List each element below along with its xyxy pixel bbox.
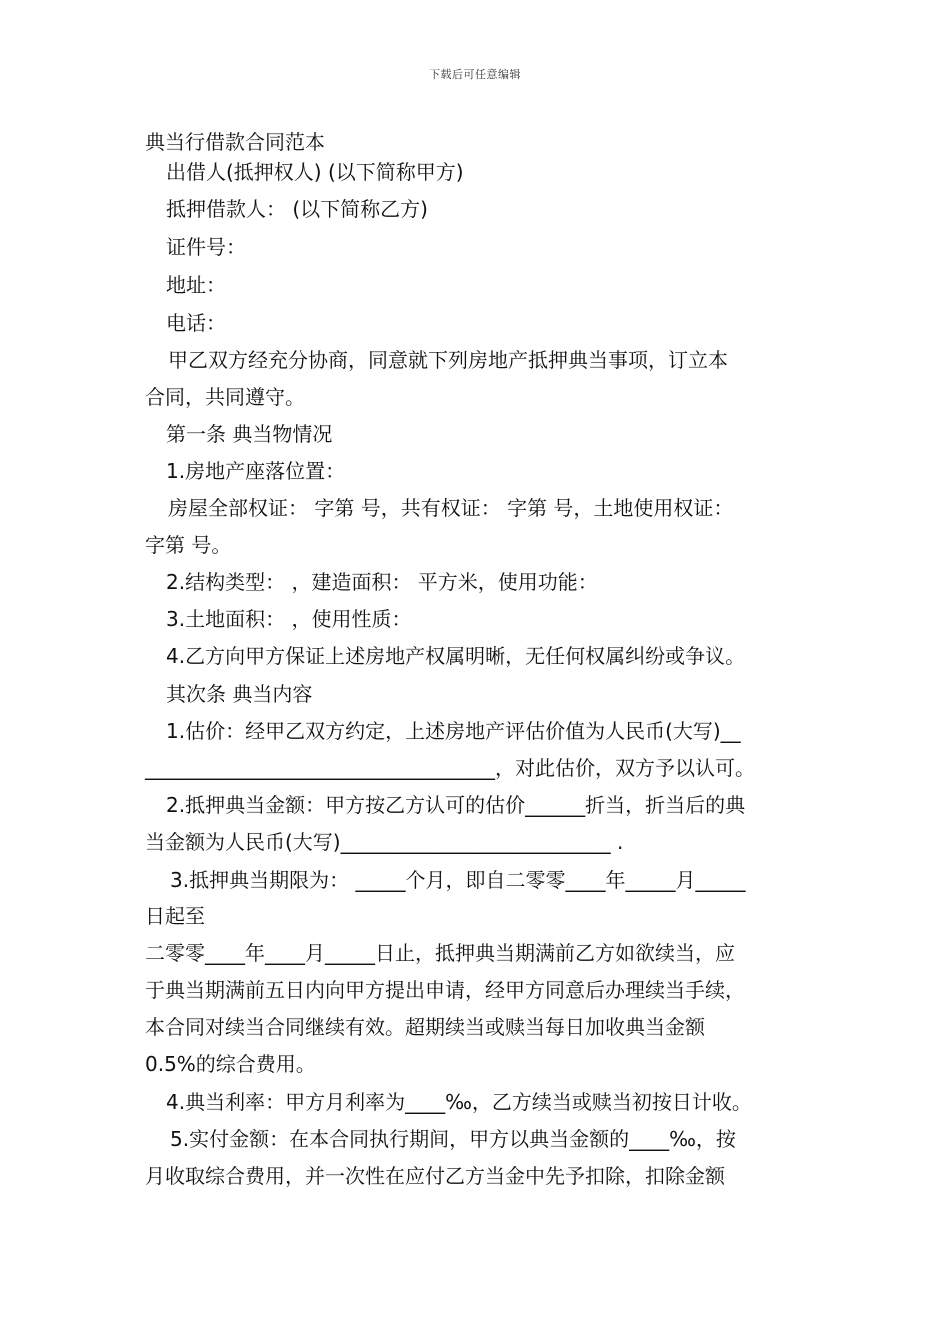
paragraph-line: 2.结构类型： ，建造面积： 平方米，使用功能：	[166, 570, 598, 594]
paragraph-line: 5.实付金额：在本合同执行期间，甲方以典当金额的____‰，按	[170, 1127, 736, 1151]
paragraph-line: ___________________________________，对此估价，双方予以认可。	[145, 756, 755, 780]
paragraph-line: 月收取综合费用，并一次性在应付乙方当金中先予扣除，扣除金额	[145, 1164, 725, 1188]
section-heading: 第一条 典当物情况	[166, 422, 333, 446]
paragraph-line: 1.房地产座落位置：	[166, 459, 346, 483]
paragraph-line: 4.典当利率：甲方月利率为____‰，乙方续当或赎当初按日计收。	[166, 1090, 752, 1114]
paragraph-line: 3.土地面积： ，使用性质：	[166, 607, 412, 631]
paragraph-line: 出借人(抵押权人) (以下简称甲方)	[166, 160, 464, 184]
paragraph-line: 日起至	[145, 904, 205, 928]
paragraph-line: 甲乙双方经充分协商，同意就下列房地产抵押典当事项，订立本	[168, 348, 728, 372]
section-heading: 其次条 典当内容	[166, 682, 313, 706]
paragraph-line: 字第 号。	[145, 533, 232, 557]
paragraph-line: 本合同对续当合同继续有效。超期续当或赎当每日加收典当金额	[145, 1015, 705, 1039]
document-title: 典当行借款合同范本	[145, 130, 325, 154]
paragraph-line: 1.估价：经甲乙双方约定，上述房地产评估价值为人民币(大写)__	[166, 719, 741, 743]
paragraph-line: 抵押借款人： (以下简称乙方)	[166, 197, 428, 221]
paragraph-line: 合同，共同遵守。	[145, 385, 305, 409]
paragraph-line: 房屋全部权证： 字第 号，共有权证： 字第 号，土地使用权证：	[168, 496, 734, 520]
paragraph-line: 证件号：	[166, 235, 246, 259]
paragraph-line: 电话：	[166, 311, 226, 335]
paragraph-line: 2.抵押典当金额：甲方按乙方认可的估价______折当，折当后的典	[166, 793, 746, 817]
page-header-note: 下载后可任意编辑	[429, 68, 521, 81]
paragraph-line: 当金额为人民币(大写)___________________________ .	[145, 830, 624, 854]
paragraph-line: 0.5%的综合费用。	[145, 1052, 316, 1076]
paragraph-line: 于典当期满前五日内向甲方提出申请，经甲方同意后办理续当手续，	[145, 978, 745, 1002]
paragraph-line: 二零零____年____月_____日止，抵押典当期满前乙方如欲续当，应	[145, 941, 735, 965]
paragraph-line: 3.抵押典当期限为： _____个月，即自二零零____年_____月_____	[170, 868, 746, 892]
paragraph-line: 地址：	[166, 273, 226, 297]
paragraph-line: 4.乙方向甲方保证上述房地产权属明晰，无任何权属纠纷或争议。	[166, 644, 746, 668]
